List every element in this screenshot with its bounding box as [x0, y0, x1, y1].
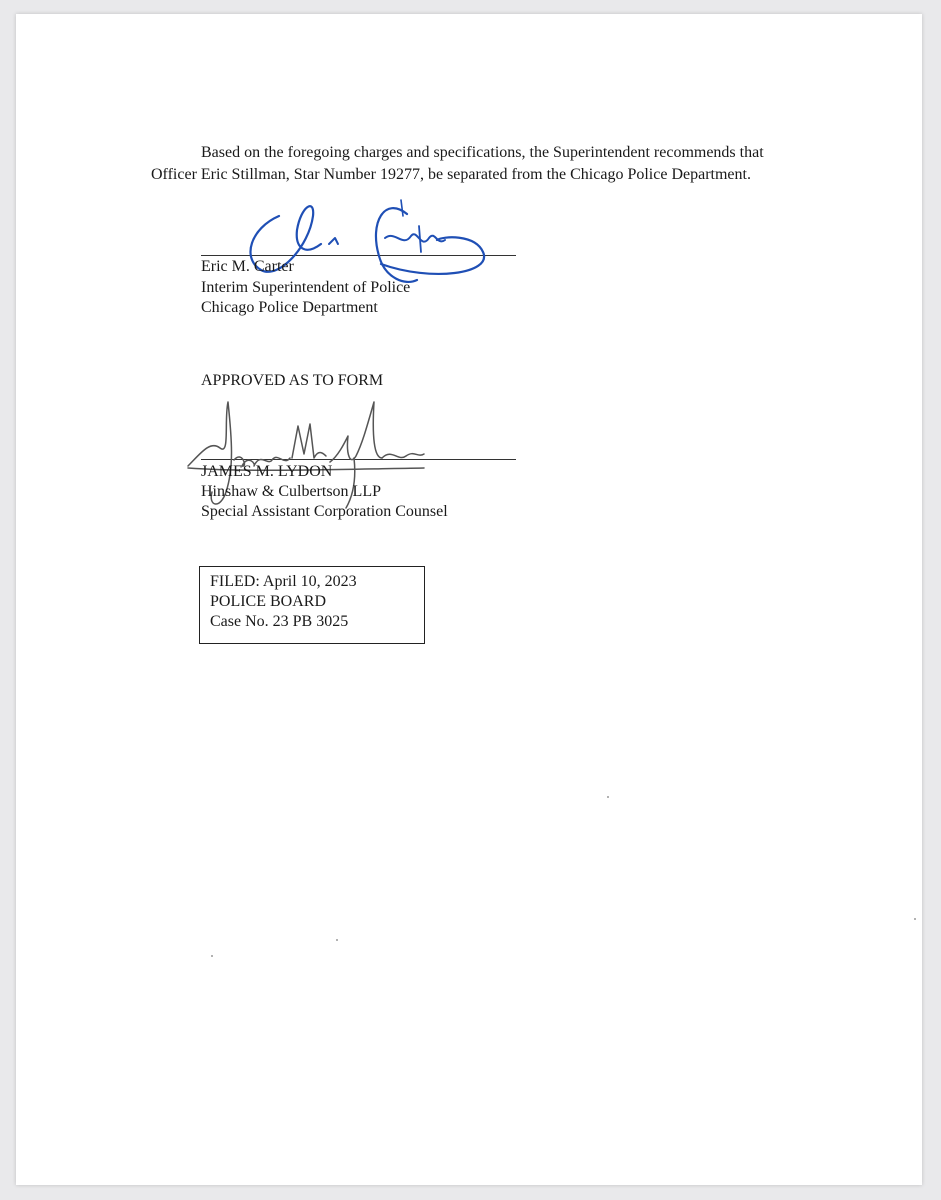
filing-case-number: Case No. 23 PB 3025 [210, 613, 349, 630]
document-page [16, 14, 922, 1185]
approved-as-to-form-heading: APPROVED AS TO FORM [201, 372, 384, 389]
signature-stroke [381, 237, 484, 274]
scan-speck [914, 918, 916, 920]
counsel-firm: Hinshaw & Culbertson LLP [201, 483, 381, 500]
superintendent-name: Eric M. Carter [201, 258, 294, 275]
counsel-name: JAMES M. LYDON [201, 463, 333, 480]
superintendent-title: Interim Superintendent of Police [201, 279, 411, 296]
filing-stamp-box [199, 566, 425, 644]
signature-stroke [401, 200, 403, 216]
signature-stroke [330, 402, 382, 462]
counsel-title: Special Assistant Corporation Counsel [201, 503, 448, 520]
scan-speck [211, 955, 213, 957]
recommendation-text-line-2: Officer Eric Stillman, Star Number 19277, be separated from the Chicago Police Department. [151, 166, 751, 183]
signature-stroke [419, 226, 421, 252]
filing-board: POLICE BOARD [210, 593, 327, 610]
filing-date: FILED: April 10, 2023 [210, 573, 357, 590]
signature-stroke [329, 238, 338, 244]
signature-stroke [292, 424, 326, 458]
superintendent-department: Chicago Police Department [201, 299, 378, 316]
signature-stroke [385, 234, 445, 241]
signature-stroke [382, 454, 424, 458]
scan-speck [336, 939, 338, 941]
scan-speck [607, 796, 609, 798]
recommendation-text-line-1: Based on the foregoing charges and specifications, the Superintendent recommends that [201, 144, 764, 161]
